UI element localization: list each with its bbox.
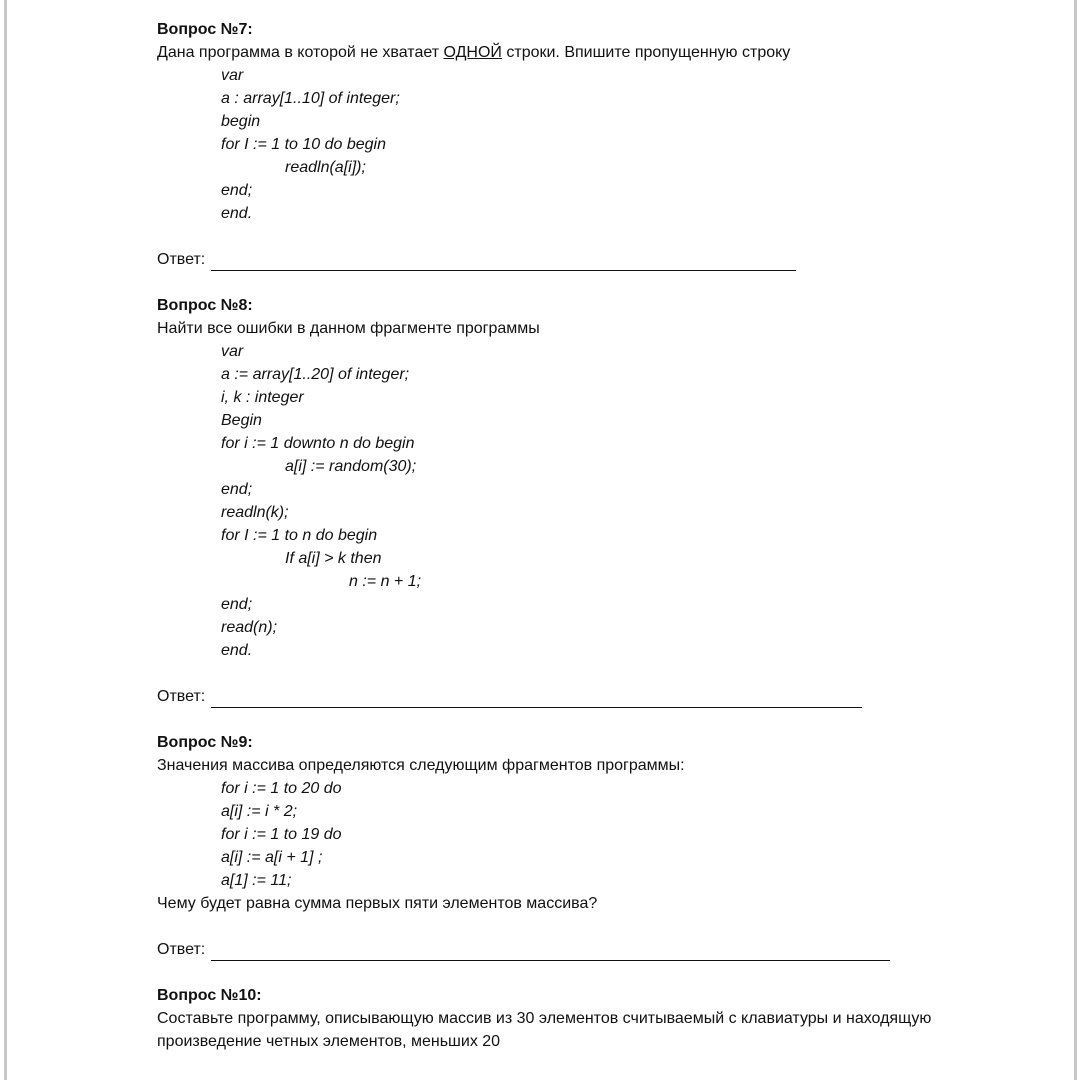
code-line: for I := 1 to 10 do begin: [221, 136, 387, 153]
question-text: Найти все ошибки в данном фрагменте программы: [157, 320, 540, 337]
code-block: [157, 340, 1017, 662]
code-line: i, k : integer: [221, 389, 304, 406]
document-page: [157, 18, 1017, 1053]
code-block: [157, 777, 1017, 892]
code-line: Begin: [221, 412, 262, 429]
question-title: Вопрос №9:: [157, 734, 253, 751]
code-line: var: [221, 67, 244, 84]
question-title: Вопрос №10:: [157, 987, 262, 1004]
answer-line[interactable]: [211, 691, 862, 708]
answer-line[interactable]: [211, 944, 890, 961]
code-line: read(n);: [221, 619, 278, 636]
code-block: [157, 64, 1017, 225]
question-7: [157, 18, 1017, 271]
answer-row: [157, 685, 1017, 708]
answer-label: Ответ:: [157, 941, 206, 958]
question-text: [157, 41, 1017, 64]
code-line: If a[i] > k then: [285, 550, 382, 567]
code-line: end;: [221, 481, 253, 498]
code-line: readln(k);: [221, 504, 289, 521]
code-line: a[i] := a[i + 1] ;: [221, 849, 323, 866]
answer-label: Ответ:: [157, 251, 206, 268]
question-text-emphasis: ОДНОЙ: [443, 44, 502, 61]
answer-row: [157, 248, 1017, 271]
code-line: end;: [221, 596, 253, 613]
code-line: a[i] := i * 2;: [221, 803, 298, 820]
answer-label: Ответ:: [157, 688, 206, 705]
code-line: end;: [221, 182, 253, 199]
question-9: [157, 731, 1017, 961]
question-text: Составьте программу, описывающую массив из 30 элементов считываемый с клавиатуры и находящую произведение четных элементов, меньших 20: [157, 1010, 932, 1050]
code-line: end.: [221, 205, 253, 222]
question-text: Значения массива определяются следующим фрагментов программы:: [157, 757, 685, 774]
code-line: a := array[1..20] of integer;: [221, 366, 410, 383]
code-line: for i := 1 to 20 do: [221, 780, 342, 797]
page-border-right: [1074, 0, 1077, 1080]
page-border-left: [4, 0, 7, 1080]
code-line: n := n + 1;: [349, 573, 422, 590]
question-8: [157, 294, 1017, 708]
question-title: Вопрос №8:: [157, 297, 253, 314]
answer-row: [157, 938, 1017, 961]
code-line: end.: [221, 642, 253, 659]
question-text-part: Дана программа в которой не хватает: [157, 44, 444, 61]
question-title: Вопрос №7:: [157, 21, 253, 38]
code-line: a[1] := 11;: [221, 872, 292, 889]
question-subtext: Чему будет равна сумма первых пяти элементов массива?: [157, 895, 598, 912]
question-10: [157, 984, 1017, 1053]
question-text-part: строки. Впишите пропущенную строку: [501, 44, 791, 61]
code-line: begin: [221, 113, 261, 130]
code-line: readln(a[i]);: [285, 159, 366, 176]
code-line: var: [221, 343, 244, 360]
code-line: for i := 1 downto n do begin: [221, 435, 415, 452]
code-line: for i := 1 to 19 do: [221, 826, 342, 843]
code-line: a : array[1..10] of integer;: [221, 90, 400, 107]
code-line: a[i] := random(30);: [285, 458, 417, 475]
answer-line[interactable]: [211, 254, 796, 271]
code-line: for I := 1 to n do begin: [221, 527, 378, 544]
